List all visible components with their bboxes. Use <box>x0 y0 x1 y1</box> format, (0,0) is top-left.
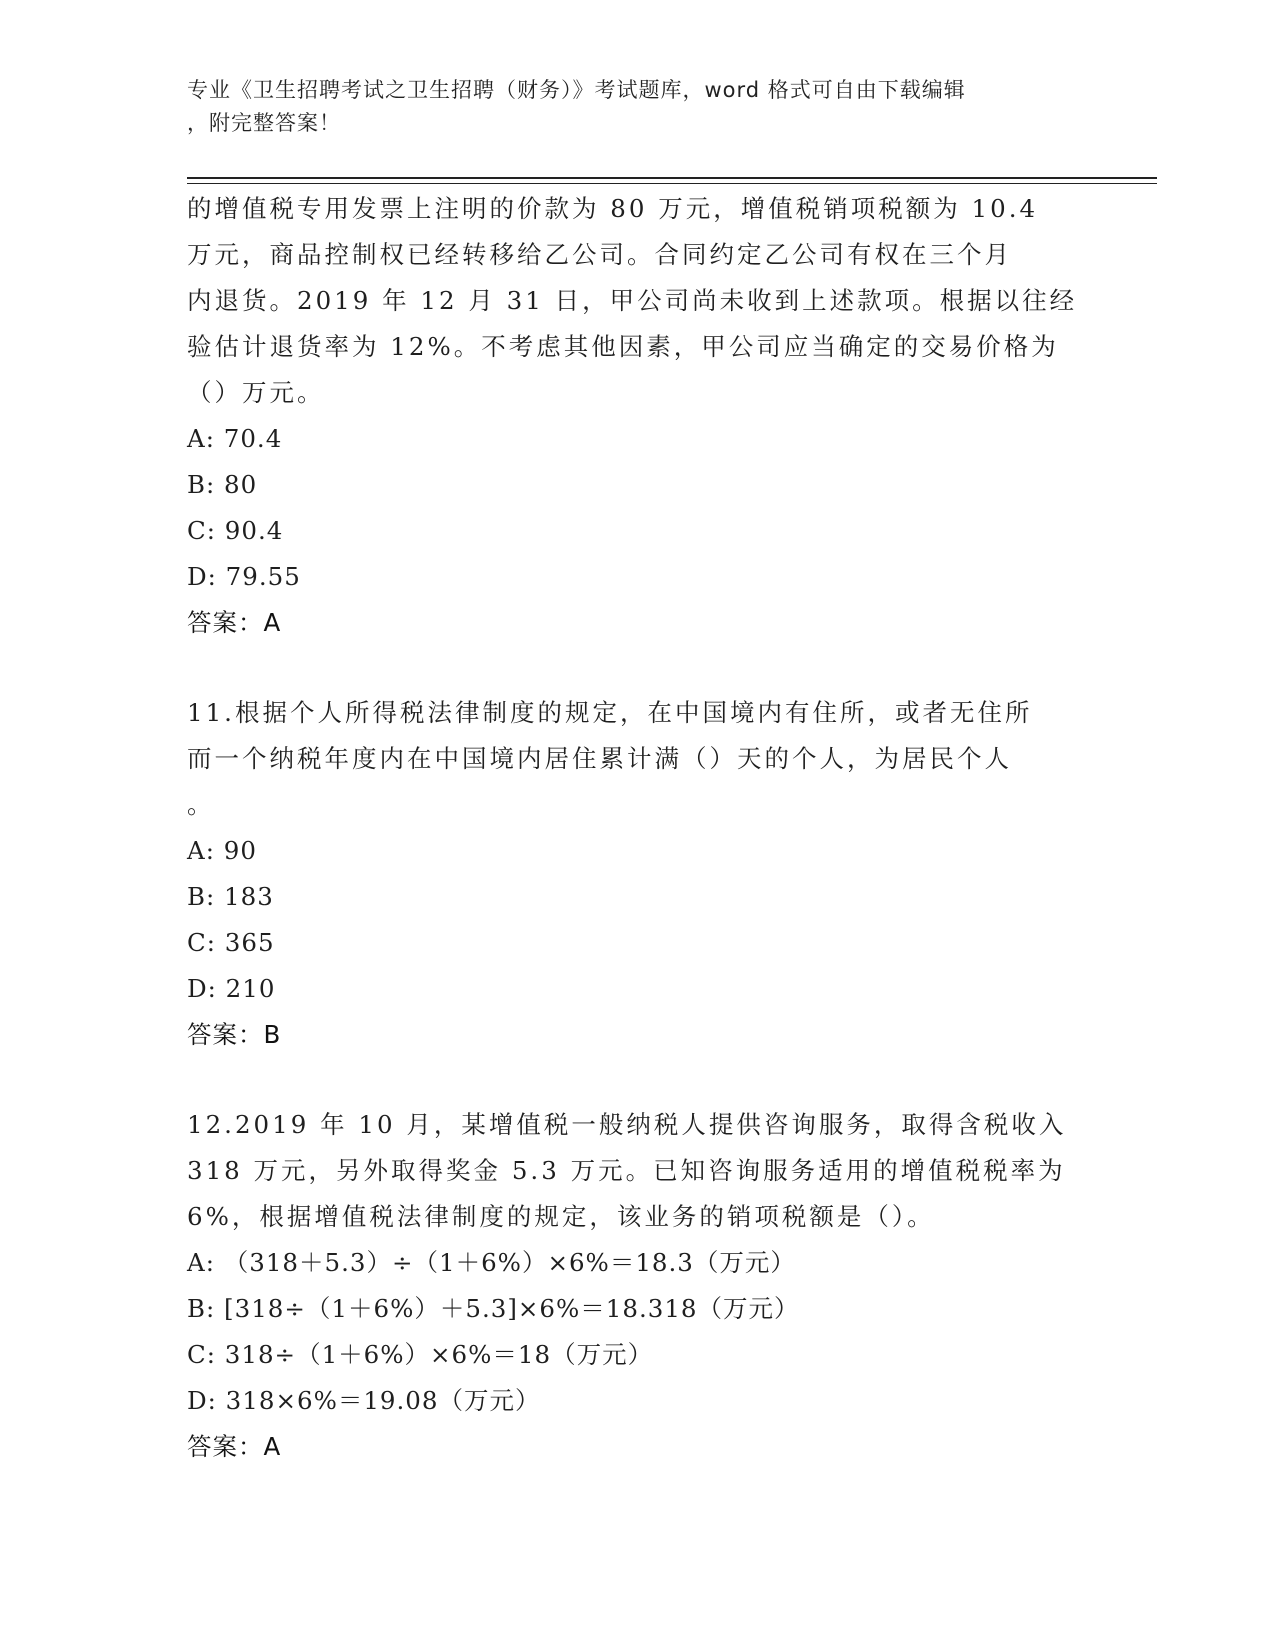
question-content <box>187 186 1087 1470</box>
answer: 答案：A <box>187 608 282 637</box>
option-b: B: 183 <box>187 882 274 911</box>
option-b: B: [318÷（1＋6%）＋5.3]×6%＝18.318（万元） <box>187 1294 800 1323</box>
question-text-line: 。 <box>187 790 215 819</box>
question-text-line: 的增值税专用发票上注明的价款为 80 万元，增值税销项税额为 10.4 <box>187 194 1039 223</box>
question-12 <box>187 1102 1087 1470</box>
question-text-line: （）万元。 <box>187 378 325 407</box>
option-b: B: 80 <box>187 470 258 499</box>
header-line-1: 专业《卫生招聘考试之卫生招聘（财务）》考试题库，word 格式可自由下载编辑 <box>187 78 966 102</box>
question-10 <box>187 186 1087 646</box>
option-a: A: （318＋5.3）÷（1＋6%）×6%＝18.3（万元） <box>187 1248 796 1277</box>
option-c: C: 318÷（1＋6%）×6%＝18（万元） <box>187 1340 654 1369</box>
option-a: A: 70.4 <box>187 424 283 453</box>
question-text-line: 验估计退货率为 12%。不考虑其他因素，甲公司应当确定的交易价格为 <box>187 332 1059 361</box>
question-text-line: 6%，根据增值税法律制度的规定，该业务的销项税额是（）。 <box>187 1202 935 1231</box>
option-c: C: 90.4 <box>187 516 284 545</box>
question-text-line: 而一个纳税年度内在中国境内居住累计满（）天的个人，为居民个人 <box>187 744 1012 773</box>
header-rule-thick <box>187 177 1157 179</box>
answer: 答案：A <box>187 1432 282 1461</box>
question-text-line: 内退货。2019 年 12 月 31 日，甲公司尚未收到上述款项。根据以往经 <box>187 286 1078 315</box>
option-c: C: 365 <box>187 928 275 957</box>
header-rule-thin <box>187 183 1157 184</box>
option-d: D: 210 <box>187 974 276 1003</box>
question-text-line: 12.2019 年 10 月，某增值税一般纳税人提供咨询服务，取得含税收入 <box>187 1110 1067 1139</box>
question-text-line: 318 万元，另外取得奖金 5.3 万元。已知咨询服务适用的增值税税率为 <box>187 1156 1066 1185</box>
option-d: D: 318×6%＝19.08（万元） <box>187 1386 541 1415</box>
option-d: D: 79.55 <box>187 562 301 591</box>
header-line-2: ，附完整答案！ <box>187 111 341 135</box>
question-text-line: 11.根据个人所得税法律制度的规定，在中国境内有住所，或者无住所 <box>187 698 1033 727</box>
question-text-line: 万元，商品控制权已经转移给乙公司。合同约定乙公司有权在三个月 <box>187 240 1012 269</box>
option-a: A: 90 <box>187 836 257 865</box>
answer: 答案：B <box>187 1020 282 1049</box>
page-header <box>187 74 1067 140</box>
question-11 <box>187 690 1087 1058</box>
